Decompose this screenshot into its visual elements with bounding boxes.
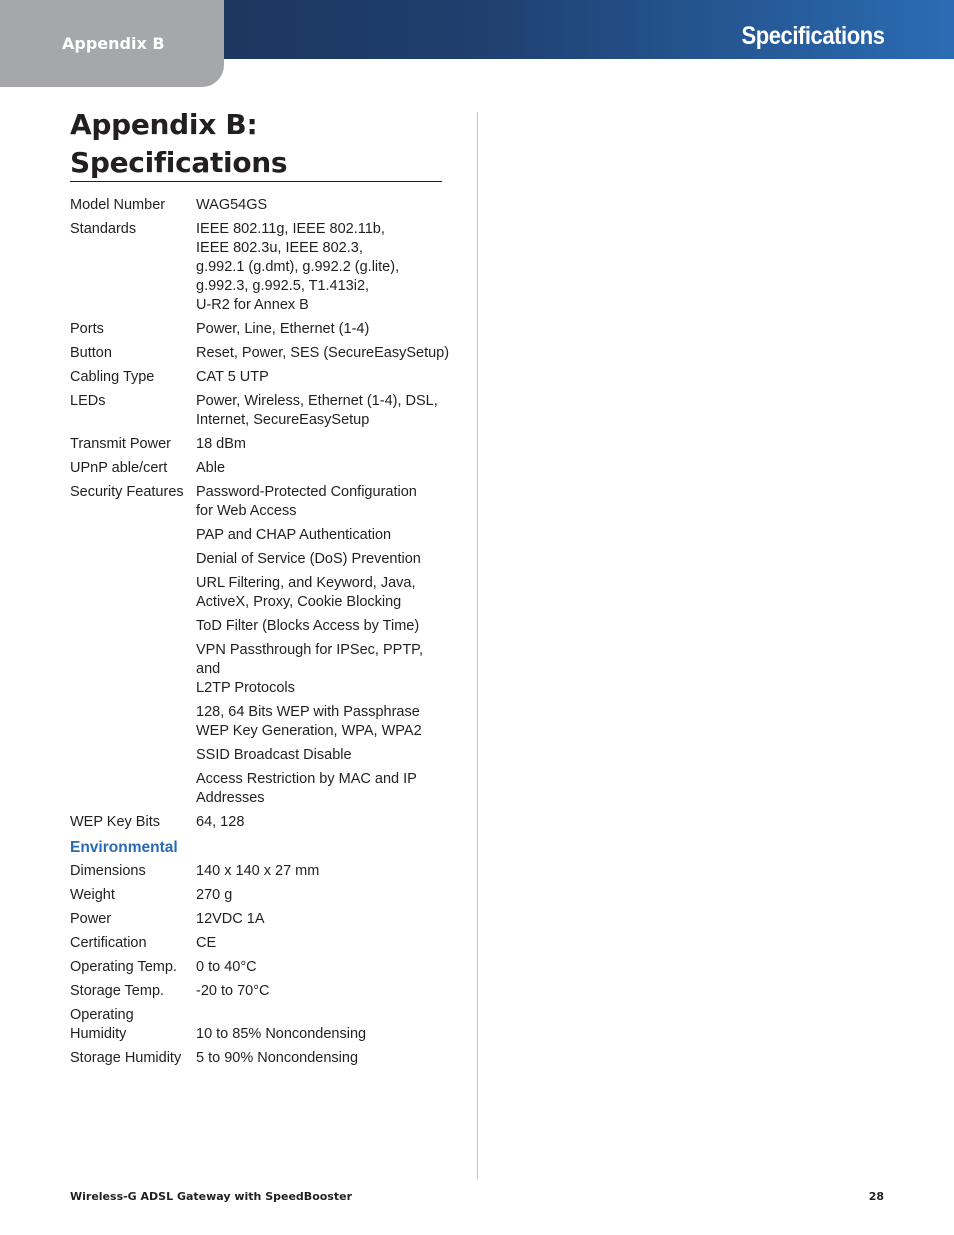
spec-value: ToD Filter (Blocks Access by Time) bbox=[196, 618, 420, 634]
spec-value: Password-Protected Configuration for Web Access bbox=[196, 484, 417, 519]
spec-value: 10 to 85% Noncondensing bbox=[196, 1026, 367, 1042]
spec-row bbox=[70, 550, 450, 569]
spec-row bbox=[70, 703, 450, 741]
spec-label bbox=[70, 526, 196, 545]
spec-value: 18 dBm bbox=[196, 436, 246, 452]
spec-table bbox=[70, 196, 450, 1073]
spec-row bbox=[70, 862, 450, 881]
page-title: Appendix B: Specifications bbox=[70, 108, 288, 179]
header-section-title: Specifications bbox=[741, 22, 884, 50]
spec-row bbox=[70, 746, 450, 765]
spec-label: Button bbox=[70, 345, 112, 361]
spec-row bbox=[70, 392, 450, 430]
environmental-rows bbox=[70, 862, 450, 1068]
spec-label: UPnP able/cert bbox=[70, 460, 168, 476]
spec-row bbox=[70, 910, 450, 929]
spec-row bbox=[70, 368, 450, 387]
spec-row bbox=[70, 526, 450, 545]
spec-label: Cabling Type bbox=[70, 369, 155, 385]
spec-value: CAT 5 UTP bbox=[196, 369, 269, 385]
spec-value: IEEE 802.11g, IEEE 802.11b, IEEE 802.3u, IEEE 802.3, g.992.1 (g.dmt), g.992.2 (g.lite), g.992.3, g.992.5, T1.413i2, U-R2 for Annex B bbox=[196, 221, 400, 313]
spec-value: VPN Passthrough for IPSec, PPTP, and L2TP Protocols bbox=[196, 642, 424, 696]
spec-label: WEP Key Bits bbox=[70, 814, 160, 830]
spec-row bbox=[70, 1049, 450, 1068]
spec-label bbox=[70, 746, 196, 765]
spec-row bbox=[70, 1006, 450, 1044]
spec-label: Model Number bbox=[70, 197, 166, 213]
spec-row bbox=[70, 220, 450, 315]
spec-label: Transmit Power bbox=[70, 436, 171, 452]
spec-row bbox=[70, 813, 450, 832]
spec-label: Operating Temp. bbox=[70, 959, 177, 975]
spec-value: Power, Wireless, Ethernet (1-4), DSL, Internet, SecureEasySetup bbox=[196, 393, 438, 428]
spec-label: Storage Temp. bbox=[70, 983, 165, 999]
spec-label: Ports bbox=[70, 321, 104, 337]
spec-value: 5 to 90% Noncondensing bbox=[196, 1050, 359, 1066]
spec-value: Reset, Power, SES (SecureEasySetup) bbox=[196, 345, 450, 361]
spec-label: Storage Humidity bbox=[70, 1050, 182, 1066]
spec-value: PAP and CHAP Authentication bbox=[196, 527, 392, 543]
spec-row bbox=[70, 641, 450, 698]
spec-row bbox=[70, 435, 450, 454]
spec-row bbox=[70, 934, 450, 953]
environmental-heading: Environmental bbox=[70, 839, 178, 856]
spec-label: Certification bbox=[70, 935, 147, 951]
spec-row bbox=[70, 196, 450, 215]
spec-label bbox=[70, 550, 196, 569]
spec-value: Power, Line, Ethernet (1-4) bbox=[196, 321, 370, 337]
spec-row bbox=[70, 483, 450, 521]
spec-value: 64, 128 bbox=[196, 814, 245, 830]
spec-row bbox=[70, 958, 450, 977]
spec-value: 270 g bbox=[196, 887, 233, 903]
spec-label bbox=[70, 770, 196, 808]
header-tab-label: Appendix B bbox=[62, 34, 165, 53]
spec-row bbox=[70, 886, 450, 905]
spec-value: Able bbox=[196, 460, 226, 476]
spec-rows bbox=[70, 196, 450, 832]
spec-row bbox=[70, 982, 450, 1001]
spec-row bbox=[70, 459, 450, 478]
spec-label bbox=[70, 703, 196, 741]
spec-value: WAG54GS bbox=[196, 197, 268, 213]
footer-product: Wireless-G ADSL Gateway with SpeedBooster bbox=[70, 1190, 352, 1203]
spec-value: Denial of Service (DoS) Prevention bbox=[196, 551, 421, 567]
spec-value: 0 to 40°C bbox=[196, 959, 257, 975]
title-rule bbox=[70, 181, 442, 182]
spec-value: CE bbox=[196, 935, 217, 951]
spec-label bbox=[70, 617, 196, 636]
spec-label: Weight bbox=[70, 887, 115, 903]
spec-label: Operating Humidity bbox=[70, 1007, 134, 1042]
spec-value: 128, 64 Bits WEP with Passphrase WEP Key Generation, WPA, WPA2 bbox=[196, 704, 422, 739]
spec-row bbox=[70, 320, 450, 339]
spec-value: 12VDC 1A bbox=[196, 911, 265, 927]
spec-value: SSID Broadcast Disable bbox=[196, 747, 352, 763]
spec-label bbox=[70, 574, 196, 612]
spec-label bbox=[70, 641, 196, 698]
spec-row bbox=[70, 617, 450, 636]
spec-value: URL Filtering, and Keyword, Java, ActiveX, Proxy, Cookie Blocking bbox=[196, 575, 416, 610]
header-tab bbox=[0, 0, 224, 87]
spec-label: Security Features bbox=[70, 484, 184, 500]
spec-row bbox=[70, 770, 450, 808]
spec-value: 140 x 140 x 27 mm bbox=[196, 863, 320, 879]
spec-row bbox=[70, 344, 450, 363]
column-divider bbox=[477, 112, 478, 1179]
spec-row bbox=[70, 574, 450, 612]
spec-label: LEDs bbox=[70, 393, 106, 409]
spec-label: Standards bbox=[70, 221, 137, 237]
spec-value: -20 to 70°C bbox=[196, 983, 270, 999]
spec-label: Power bbox=[70, 911, 112, 927]
spec-label: Dimensions bbox=[70, 863, 146, 879]
footer-page-number: 28 bbox=[868, 1190, 884, 1203]
spec-value: Access Restriction by MAC and IP Addresses bbox=[196, 771, 417, 806]
